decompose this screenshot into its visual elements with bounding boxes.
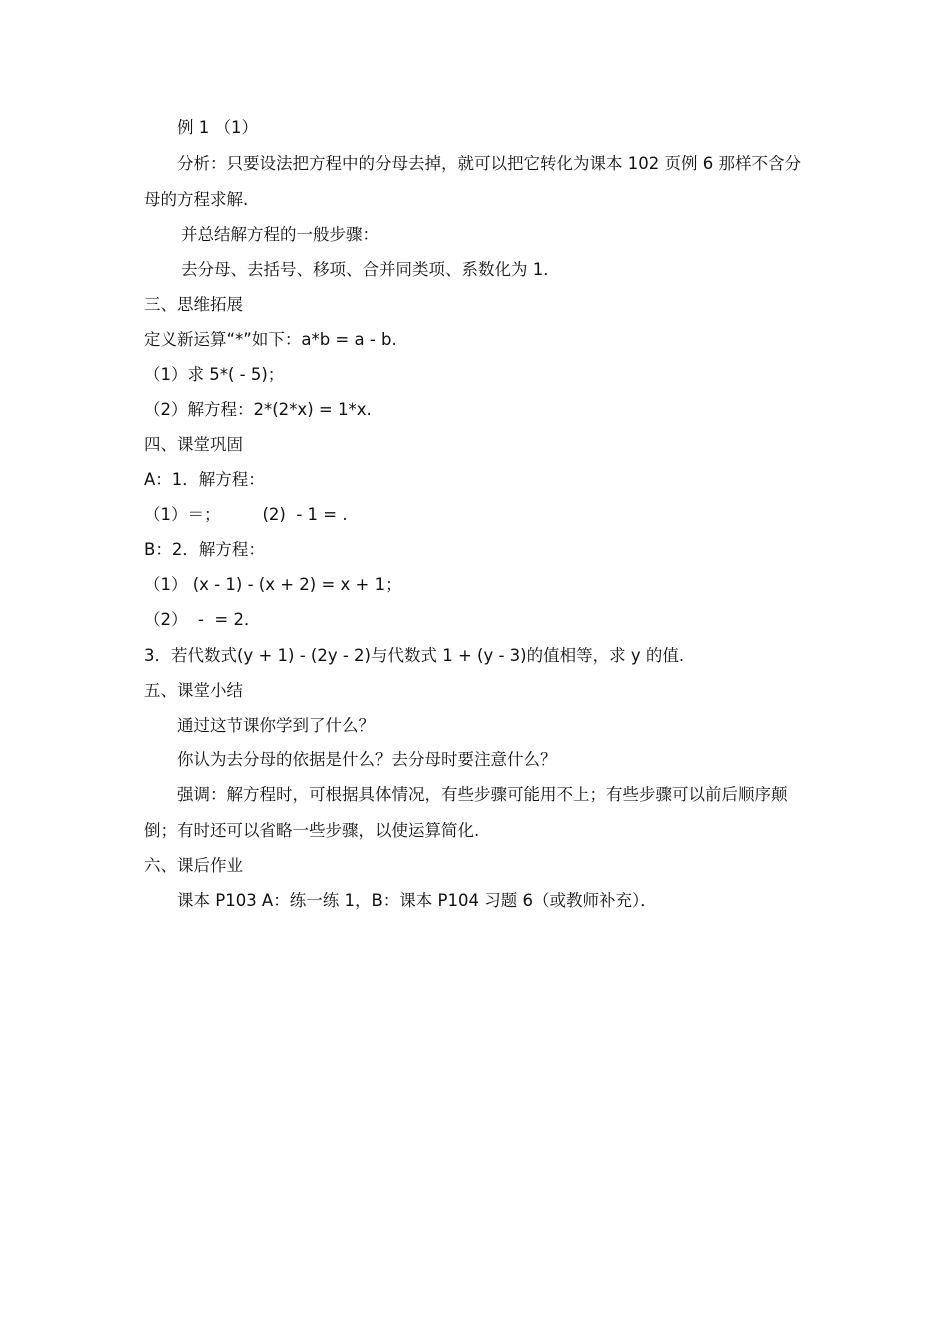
question-3-line: 3．若代数式(y + 1) - (2y - 2)与代数式 1 + (y - 3)的值相等，求 y 的值.: [144, 646, 685, 665]
exercise-a-items: （1）＝； (2) - 1 = .: [144, 505, 348, 524]
exercise-b-item-2: （2） - = 2．: [144, 610, 261, 629]
homework-line: 课本 P103 A：练一练 1，B：课本 P104 习题 6（或教师补充）．: [177, 891, 657, 910]
emphasis-line-1: 强调：解方程时，可根据具体情况，有些步骤可能用不上；有些步骤可以前后顺序颠: [177, 785, 788, 804]
steps-line: 去分母、去括号、移项、合并同类项、系数化为 1．: [181, 260, 560, 279]
definition-line: 定义新运算“*”如下：a*b = a - b.: [144, 330, 397, 349]
emphasis-line-2: 倒；有时还可以省略一些步骤，以使运算简化.: [144, 821, 480, 840]
exercise-b-item-1: （1） (x - 1) - (x + 2) = x + 1；: [144, 575, 402, 594]
exercise-b-label: B：2．解方程：: [144, 540, 265, 559]
summary-question-2: 你认为去分母的依据是什么？去分母时要注意什么？: [177, 750, 557, 769]
analysis-line-1: 分析：只要设法把方程中的分母去掉，就可以把它转化为课本 102 页例 6 那样不含分: [177, 154, 801, 173]
question-2-line: （2）解方程：2*(2*x) = 1*x.: [144, 400, 372, 419]
section-5-heading: 五、课堂小结: [144, 681, 243, 700]
section-3-heading: 三、思维拓展: [144, 295, 243, 314]
exercise-a-label: A：1．解方程：: [144, 470, 265, 489]
summary-question-1: 通过这节课你学到了什么？: [177, 716, 375, 735]
example-1-label: 例 1 （1）: [177, 118, 258, 137]
section-6-heading: 六、课后作业: [144, 856, 243, 875]
question-1-line: （1）求 5*( - 5)；: [144, 365, 285, 384]
section-4-heading: 四、课堂巩固: [144, 435, 243, 454]
analysis-line-2: 母的方程求解.: [144, 190, 249, 209]
summary-steps-line: 并总结解方程的一般步骤：: [181, 225, 379, 244]
